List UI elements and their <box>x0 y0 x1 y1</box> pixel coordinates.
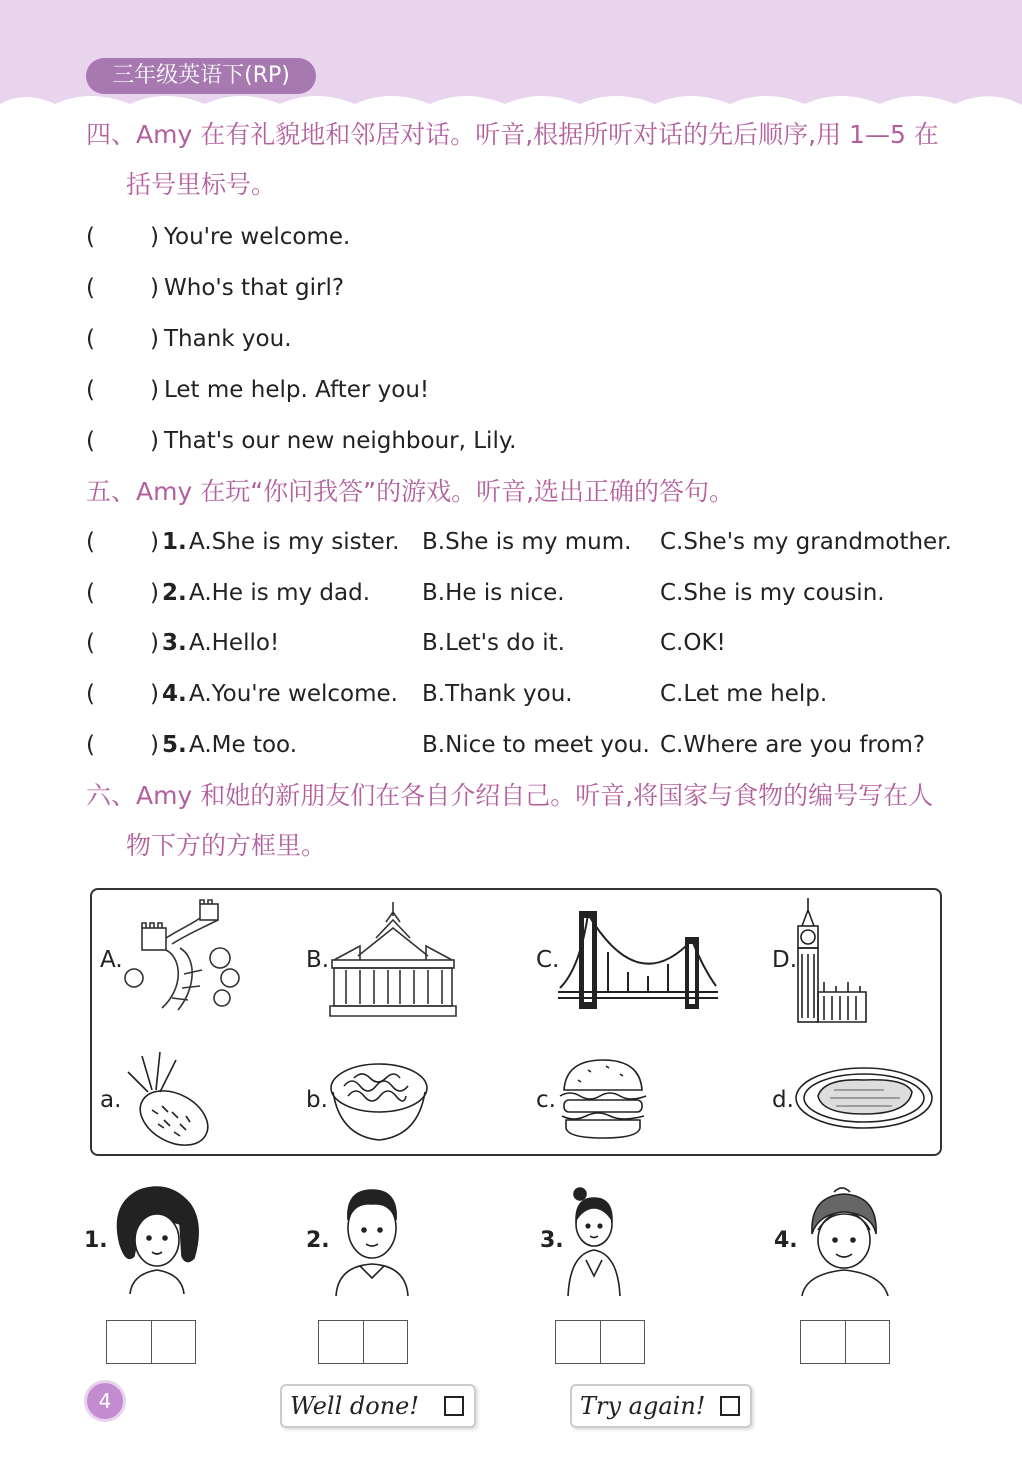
sentence: Thank you. <box>164 326 292 352</box>
steak-icon <box>794 1062 934 1132</box>
boy-icon <box>330 1186 414 1296</box>
option-b: B.Thank you. <box>422 681 573 707</box>
girl-long-hair-icon <box>110 1184 200 1294</box>
answer-box[interactable] <box>800 1320 890 1364</box>
question-number: 4. <box>162 681 187 707</box>
option-a: A.Me too. <box>189 732 298 758</box>
answer-cell[interactable] <box>319 1321 363 1363</box>
food-label: d. <box>772 1087 794 1113</box>
hamburger-icon <box>558 1056 648 1140</box>
food-label: b. <box>306 1087 328 1113</box>
place-label: D. <box>772 947 798 973</box>
sentence: That's our new neighbour, Lily. <box>164 428 517 454</box>
option-c: C.She is my cousin. <box>660 580 885 606</box>
option-c: C.Where are you from? <box>660 732 926 758</box>
thai-temple-icon <box>328 898 458 1020</box>
place-label: A. <box>100 947 123 973</box>
person-number: 2. <box>306 1228 330 1253</box>
answer-cell[interactable] <box>363 1321 408 1363</box>
answer-box[interactable] <box>318 1320 408 1364</box>
answer-cell[interactable] <box>151 1321 196 1363</box>
great-wall-icon <box>122 898 242 1020</box>
option-c: C.She's my grandmother. <box>660 529 952 555</box>
page-number: 4 <box>84 1380 126 1422</box>
option-b: B.She is my mum. <box>422 529 632 555</box>
person-number: 4. <box>774 1228 798 1253</box>
question-number: 3. <box>162 630 187 656</box>
option-b: B.He is nice. <box>422 580 565 606</box>
answer-cell[interactable] <box>107 1321 151 1363</box>
try-again-label: Try again! <box>580 1392 706 1420</box>
noodles-icon <box>328 1058 430 1144</box>
section6-title: 六、Amy 和她的新朋友们在各自介绍自己。听音,将国家与食物的编号写在人 <box>86 781 934 810</box>
question-number: 5. <box>162 732 187 758</box>
checkbox-icon[interactable] <box>444 1396 464 1416</box>
book-label: 三年级英语下(RP) <box>86 58 316 94</box>
place-label: B. <box>306 947 330 973</box>
option-a: A.He is my dad. <box>189 580 371 606</box>
question-number: 1. <box>162 529 187 555</box>
checkbox-icon[interactable] <box>720 1396 740 1416</box>
answer-cell[interactable] <box>801 1321 845 1363</box>
golden-gate-bridge-icon <box>558 908 718 1012</box>
section5-title: 五、Amy 在玩“你问我答”的游戏。听音,选出正确的答句。 <box>86 477 735 506</box>
answer-cell[interactable] <box>556 1321 600 1363</box>
sentence: Who's that girl? <box>164 275 345 301</box>
option-a: A.Hello! <box>189 630 280 656</box>
answer-cell[interactable] <box>600 1321 645 1363</box>
option-a: A.You're welcome. <box>189 681 398 707</box>
option-b: B.Nice to meet you. <box>422 732 650 758</box>
answer-cell[interactable] <box>845 1321 890 1363</box>
answer-box[interactable] <box>555 1320 645 1364</box>
section4-title: 四、Amy 在有礼貌地和邻居对话。听音,根据所听对话的先后顺序,用 1—5 在 <box>86 120 939 149</box>
option-b: B.Let's do it. <box>422 630 565 656</box>
option-a: A.She is my sister. <box>189 529 400 555</box>
well-done-checkbox[interactable] <box>280 1384 476 1428</box>
food-label: c. <box>536 1087 556 1113</box>
option-c: C.Let me help. <box>660 681 828 707</box>
answer-box[interactable] <box>106 1320 196 1364</box>
girl-ponytail-icon <box>798 1184 894 1296</box>
option-c: C.OK! <box>660 630 726 656</box>
big-ben-icon <box>794 896 870 1024</box>
try-again-checkbox[interactable] <box>570 1384 752 1428</box>
food-label: a. <box>100 1087 122 1113</box>
sentence: Let me help. After you! <box>164 377 430 403</box>
question-number: 2. <box>162 580 187 606</box>
picture-box <box>90 888 942 1156</box>
person-number: 3. <box>540 1228 564 1253</box>
person-number: 1. <box>84 1228 108 1253</box>
section4-title-cont: 括号里标号。 <box>126 170 277 199</box>
pineapple-icon <box>122 1050 218 1150</box>
section6-title-cont: 物下方的方框里。 <box>126 831 327 860</box>
sentence: You're welcome. <box>164 224 351 250</box>
well-done-label: Well done! <box>290 1392 420 1420</box>
place-label: C. <box>536 947 560 973</box>
girl-thai-icon <box>560 1184 630 1296</box>
